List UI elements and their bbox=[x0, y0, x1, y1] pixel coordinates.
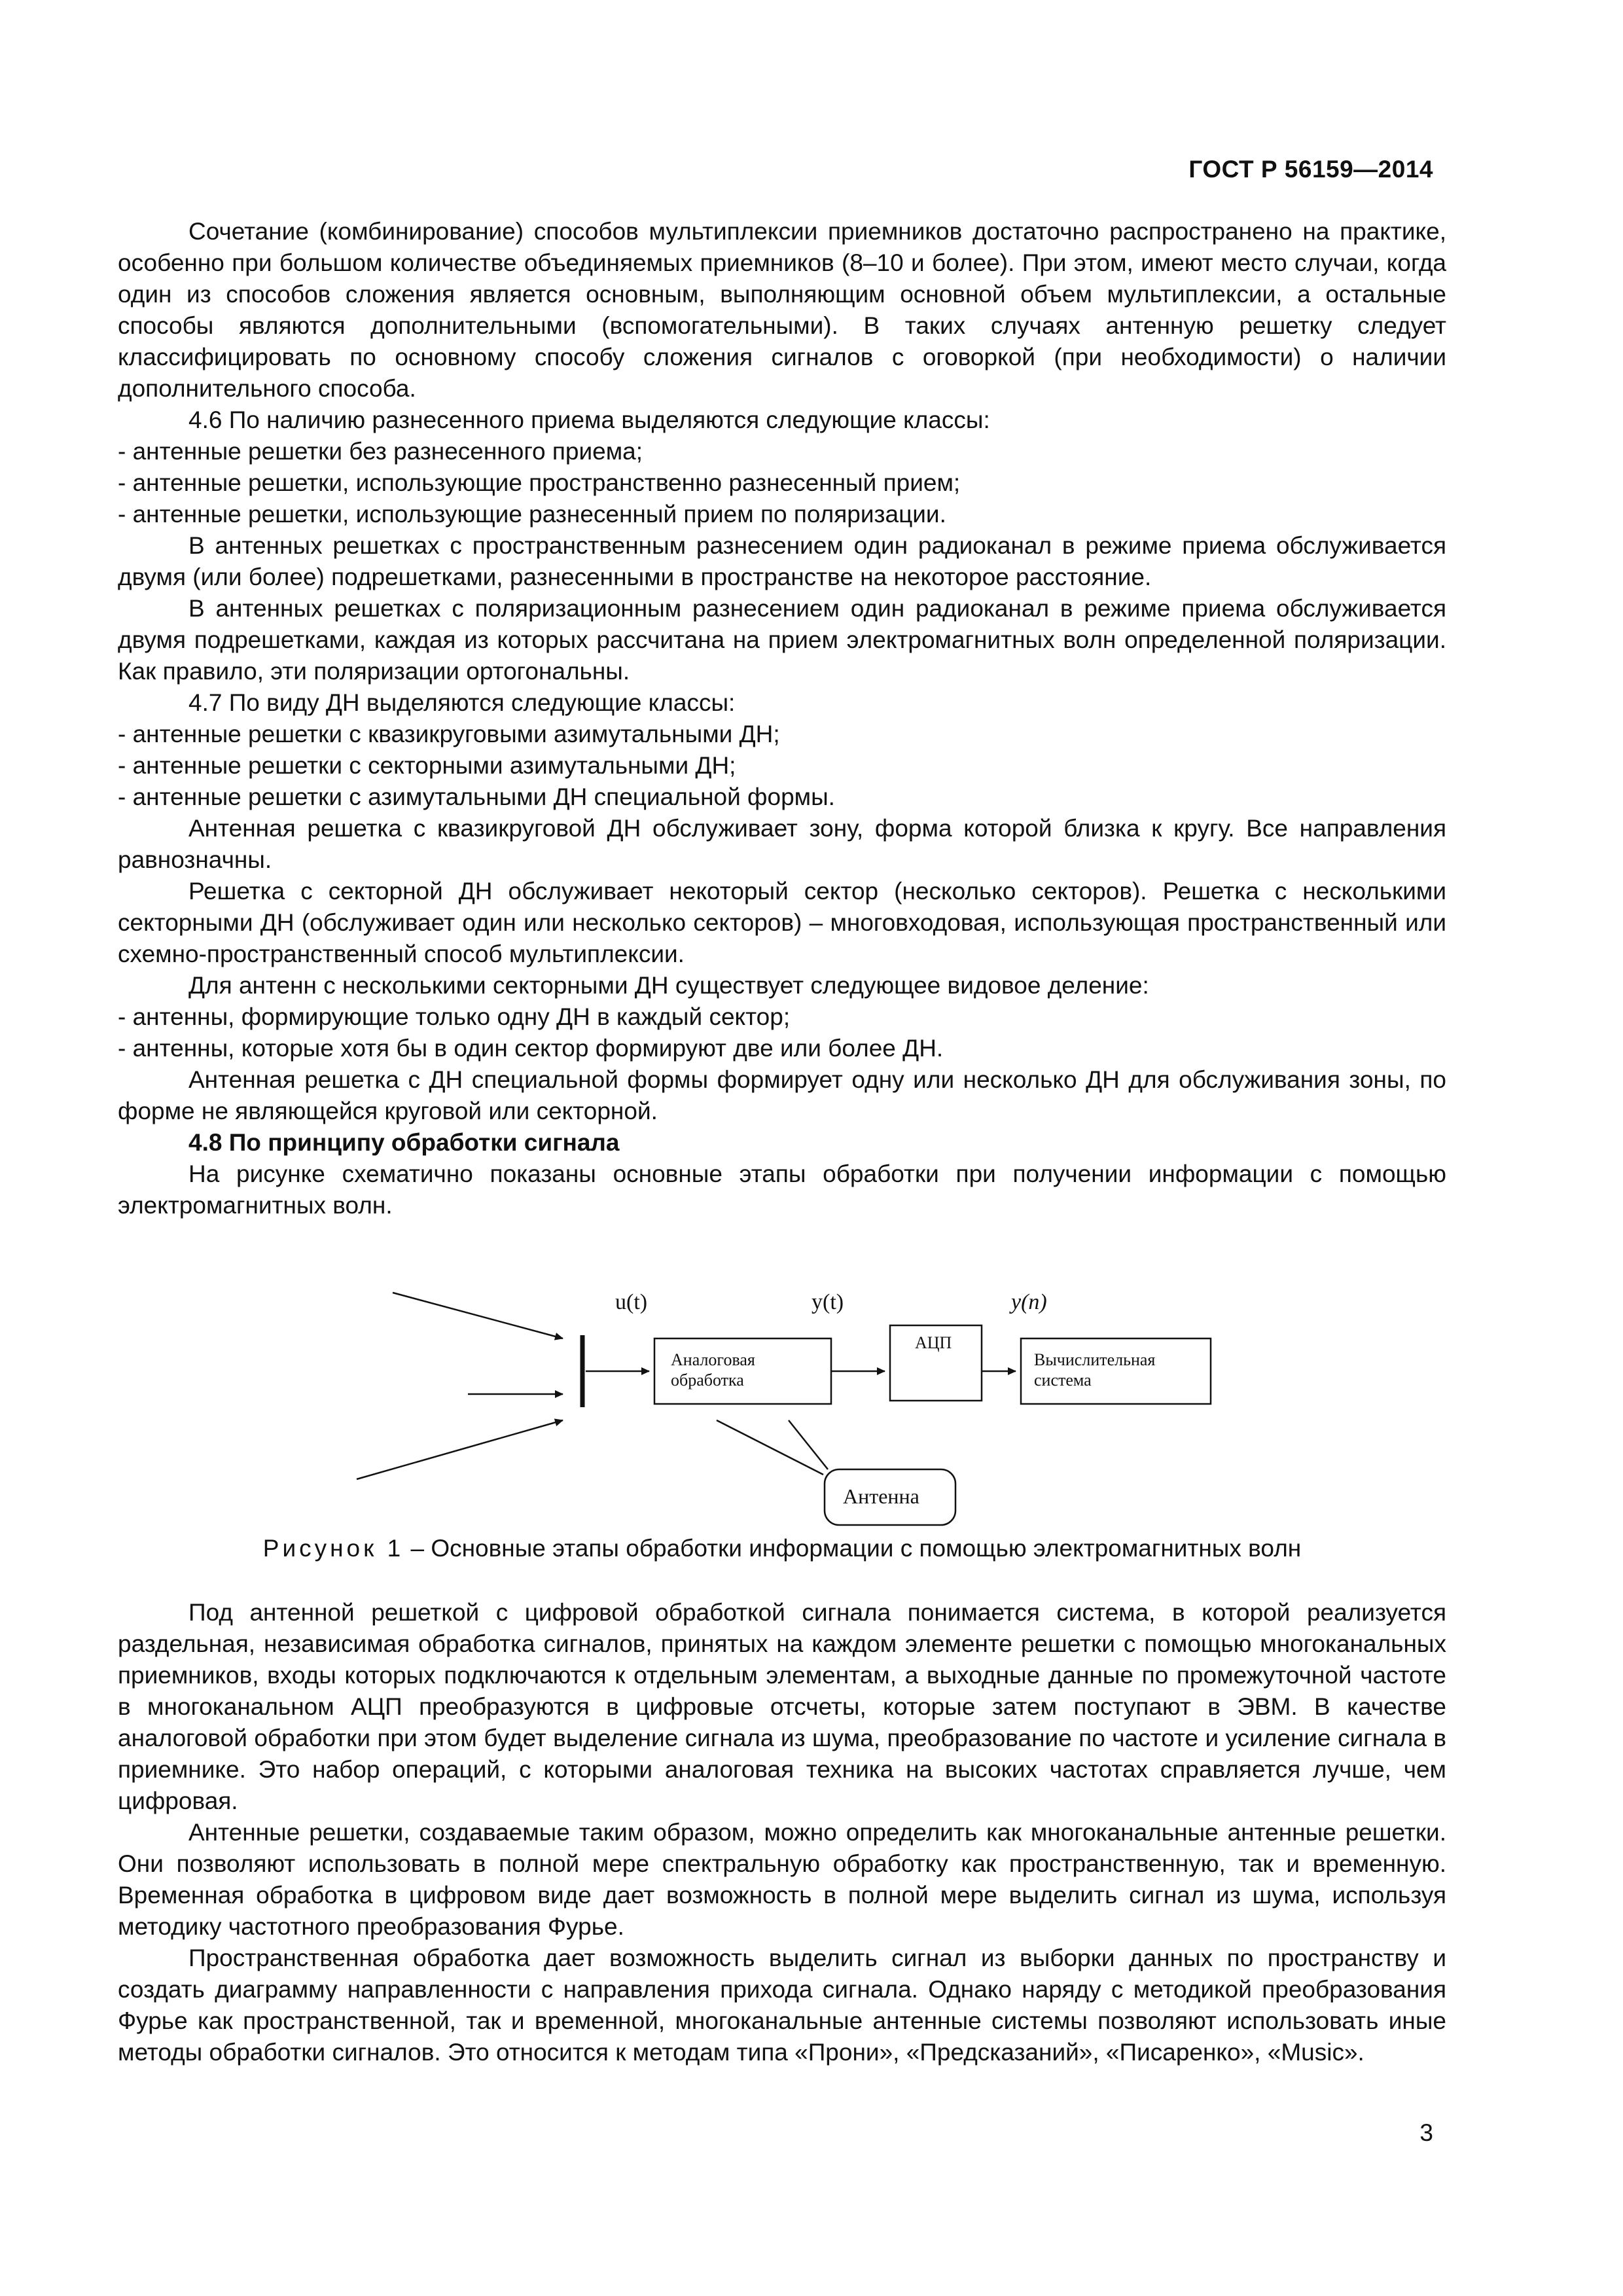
paragraph: Для антенн с несколькими секторными ДН существует следующее видовое деление: bbox=[188, 972, 1149, 999]
list-item: - антенные решетки с квазикруговыми азимутальными ДН; bbox=[118, 721, 780, 747]
paragraph: 4.7 По виду ДН выделяются следующие классы: bbox=[188, 689, 736, 716]
top-text-block bbox=[118, 216, 1446, 1221]
paragraph: Пространственная обработка дает возможность выделить сигнал из выборки данных по пространству и создать диаграмму направленности с направления прихода сигнала. Однако наряду с методикой преобразования Фурье как пространственной, так и временной, многоканальные антенные системы позволяют использовать иные методы обработки сигналов. Это относится к методам типа «Прони», «Предсказаний», «Писаренко», «Music». bbox=[118, 1945, 1446, 2066]
paragraph: Под антенной решеткой с цифровой обработкой сигнала понимается система, в которой реализуется раздельная, независимая обработка сигналов, принятых на каждом элементе решетки с помощью многоканальных приемников, входы которых подключаются к отдельным элементам, а выходные данные по промежуточной частоте в многоканальном АЦП преобразуются в цифровые отсчеты, которые затем поступают в ЭВМ. В качестве аналоговой обработки при этом будет выделение сигнала из шума, преобразование по частоте и усиление сигнала в приемнике. Это набор операций, с которыми аналоговая техника на высоких частотах справляется лучше, чем цифровая. bbox=[118, 1599, 1446, 1814]
paragraph: В антенных решетках с поляризационным разнесением один радиоканал в режиме приема обслуживается двумя подрешетками, каждая из которых рассчитана на прием электромагнитных волн определенной поляризации. Как правило, эти поляризации ортогональны. bbox=[118, 595, 1446, 685]
section-heading: 4.8 По принципу обработки сигнала bbox=[188, 1129, 620, 1156]
incoming-wave-arrow-bottom bbox=[357, 1420, 563, 1479]
list-item: - антенные решетки, использующие разнесенный прием по поляризации. bbox=[118, 501, 946, 528]
antenna-callout-label: Антенна bbox=[843, 1484, 919, 1508]
paragraph: Сочетание (комбинирование) способов мультиплексии приемников достаточно распространено на практике, особенно при большом количестве объединяемых приемников (8–10 и более). При этом, имеют место случаи, когда один из способов сложения является основным, выполняющим основной объем мультиплексии, а остальные способы являются дополнительными (вспомогательными). В таких случаях антенную решетку следует классифицировать по основному способу сложения сигналов с оговоркой (при необходимости) о наличии дополнительного способа. bbox=[118, 218, 1446, 402]
page-number: 3 bbox=[1419, 2119, 1433, 2146]
signal-processing-diagram bbox=[340, 1273, 1257, 1535]
figure-caption bbox=[118, 1535, 1446, 1562]
antenna-callout-pointer bbox=[717, 1420, 828, 1475]
figure-caption-lead: Рисунок 1 bbox=[262, 1535, 404, 1562]
adc-box-label: АЦП bbox=[915, 1333, 952, 1352]
list-item: - антенны, которые хотя бы в один сектор формируют две или более ДН. bbox=[118, 1035, 944, 1062]
paragraph: Антенная решетка с квазикруговой ДН обслуживает зону, форма которой близка к кругу. Все направления равнозначны. bbox=[118, 815, 1446, 873]
analog-box-label-line2: обработка bbox=[671, 1371, 744, 1390]
paragraph: В антенных решетках с пространственным разнесением один радиоканал в режиме приема обслуживается двумя (или более) подрешетками, разнесенными в пространстве на некоторое расстояние. bbox=[118, 532, 1446, 590]
signal-label-yn: y(n) bbox=[1011, 1290, 1047, 1314]
list-item: - антенны, формирующие только одну ДН в каждый сектор; bbox=[118, 1003, 791, 1030]
list-item: - антенные решетки, использующие пространственно разнесенный прием; bbox=[118, 469, 961, 496]
paragraph: 4.6 По наличию разнесенного приема выделяются следующие классы: bbox=[188, 406, 990, 433]
document-id-header: ГОСТ Р 56159—2014 bbox=[1188, 156, 1433, 183]
bottom-text-block bbox=[118, 1597, 1446, 2068]
list-item: - антенные решетки с азимутальными ДН специальной формы. bbox=[118, 783, 835, 810]
paragraph: Решетка с секторной ДН обслуживает некоторый сектор (несколько секторов). Решетка с несколькими секторными ДН (обслуживает один или несколько секторов) – многовходовая, использующая пространственный или схемно-пространственный способ мультиплексии. bbox=[118, 878, 1446, 967]
list-item: - антенные решетки без разнесенного приема; bbox=[118, 438, 643, 465]
figure-caption-text: – Основные этапы обработки информации с помощью электромагнитных волн bbox=[404, 1535, 1302, 1562]
signal-label-u: u(t) bbox=[615, 1290, 648, 1314]
paragraph: Антенные решетки, создаваемые таким образом, можно определить как многоканальные антенные решетки. Они позволяют использовать в полной мере спектральную обработку как пространственную, так и временную. Временная обработка в цифровом виде дает возможность в полной мере выделить сигнал из шума, используя методику частотного преобразования Фурье. bbox=[118, 1819, 1446, 1940]
computer-box-label-line2: система bbox=[1034, 1371, 1092, 1390]
paragraph: На рисунке схематично показаны основные этапы обработки при получении информации с помощью электромагнитных волн. bbox=[118, 1160, 1446, 1219]
signal-label-y: y(t) bbox=[812, 1290, 844, 1314]
paragraph: Антенная решетка с ДН специальной формы формирует одну или несколько ДН для обслуживания зоны, по форме не являющейся круговой или секторной. bbox=[118, 1066, 1446, 1124]
incoming-wave-arrow-top bbox=[393, 1293, 563, 1338]
computer-box-label-line1: Вычислительная bbox=[1034, 1350, 1156, 1369]
analog-box-label-line1: Аналоговая bbox=[671, 1350, 755, 1369]
list-item: - антенные решетки с секторными азимутальными ДН; bbox=[118, 752, 736, 779]
